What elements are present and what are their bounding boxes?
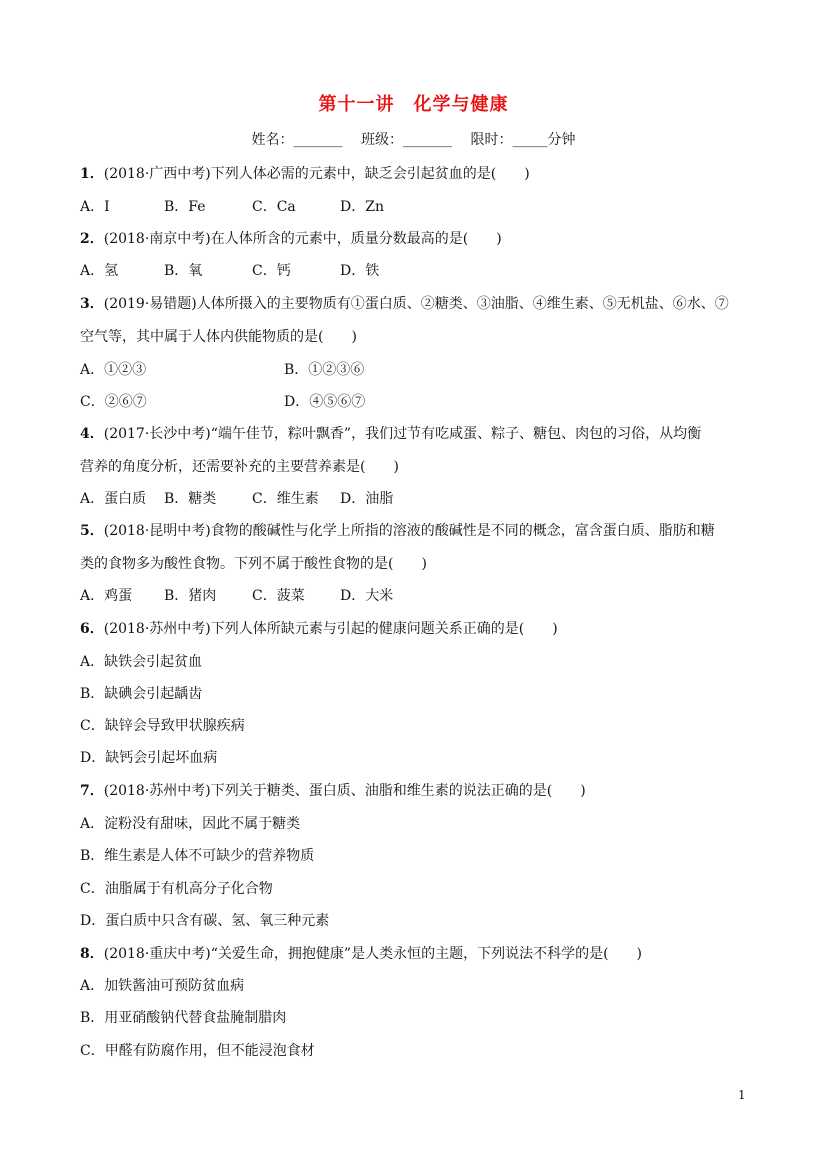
question-source: (2017·长沙中考): [103, 426, 211, 442]
option: A．加铁酱油可预防贫血病: [80, 978, 245, 994]
question-number: 8．: [80, 946, 104, 962]
question-stem: “端午佳节，粽叶飘香”，我们过节有吃咸蛋、粽子、糖包、肉包的习俗，从均衡: [210, 426, 702, 442]
option: A．氢: [80, 263, 119, 279]
question-8: [80, 943, 642, 963]
option: D．④⑤⑥⑦: [284, 394, 366, 410]
page-number: 1: [738, 1088, 746, 1102]
page-title: 第十一讲 化学与健康: [318, 94, 509, 115]
question-stem: 下列人体所缺元素与引起的健康问题关系正确的是( ): [210, 621, 558, 637]
question-stem: 人体所摄入的主要物质有①蛋白质、②糖类、③油脂、④维生素、⑤无机盐、⑥水、⑦: [196, 296, 729, 312]
question-source: (2018·苏州中考): [103, 621, 211, 637]
option: C．维生素: [252, 491, 319, 507]
question-stem-continued: 空气等，其中属于人体内供能物质的是( ): [80, 329, 357, 345]
option: B．氧: [164, 263, 203, 279]
question-4: [80, 423, 701, 443]
question-6: [80, 618, 558, 638]
option: C．钙: [252, 263, 291, 279]
option: B．猪肉: [164, 588, 217, 604]
question-1: [80, 163, 530, 183]
option: D．油脂: [340, 491, 394, 507]
question-stem-continued: 类的食物多为酸性食物。下列不属于酸性食物的是( ): [80, 556, 427, 572]
question-5: [80, 520, 715, 540]
option: B．用亚硝酸钠代替食盐腌制腊肉: [80, 1010, 287, 1026]
question-number: 1．: [80, 166, 104, 182]
option: A．I: [80, 199, 110, 215]
question-source: (2018·苏州中考): [103, 783, 211, 799]
option: A．缺铁会引起贫血: [80, 654, 203, 670]
option: C．②⑥⑦: [80, 394, 147, 410]
question-number: 2．: [80, 231, 104, 247]
option: B．Fe: [164, 199, 206, 215]
option: C．Ca: [252, 199, 296, 215]
student-info: [0, 129, 827, 149]
option: C．缺锌会导致甲状腺疾病: [80, 718, 245, 734]
option: A．淀粉没有甜味，因此不属于糖类: [80, 816, 301, 832]
question-stem-continued: 营养的角度分析，还需要补充的主要营养素是( ): [80, 459, 399, 475]
question-2: [80, 228, 502, 248]
option: A．蛋白质: [80, 491, 147, 507]
option: D．大米: [340, 588, 394, 604]
name-field: 姓名：_______: [251, 132, 343, 148]
option: D．蛋白质中只含有碳、氢、氧三种元素: [80, 913, 330, 929]
option: B．糖类: [164, 491, 217, 507]
question-source: (2018·广西中考): [103, 166, 211, 182]
question-stem: 下列人体必需的元素中，缺乏会引起贫血的是( ): [210, 166, 530, 182]
question-source: (2019·易错题): [103, 296, 197, 312]
class-field: 班级：_______: [361, 132, 452, 148]
option: D．Zn: [340, 199, 384, 215]
question-stem: 下列关于糖类、蛋白质、油脂和维生素的说法正确的是( ): [210, 783, 586, 799]
question-stem: 食物的酸碱性与化学上所指的溶液的酸碱性是不同的概念，富含蛋白质、脂肪和糖: [210, 523, 715, 539]
option: C．甲醛有防腐作用，但不能浸泡食材: [80, 1043, 315, 1059]
question-source: (2018·重庆中考): [103, 946, 211, 962]
option: B．缺碘会引起龋齿: [80, 686, 203, 702]
question-number: 3．: [80, 296, 104, 312]
option: D．铁: [340, 263, 380, 279]
question-7: [80, 780, 586, 800]
question-source: (2018·南京中考): [103, 231, 211, 247]
question-number: 4．: [80, 426, 104, 442]
option: C．菠菜: [252, 588, 305, 604]
question-stem: “关爱生命，拥抱健康”是人类永恒的主题，下列说法不科学的是( ): [210, 946, 643, 962]
question-number: 7．: [80, 783, 104, 799]
option: D．缺钙会引起坏血病: [80, 750, 218, 766]
option: A．①②③: [80, 362, 147, 378]
question-3: [80, 293, 729, 313]
question-number: 5．: [80, 523, 104, 539]
option: A．鸡蛋: [80, 588, 133, 604]
time-limit-field: 限时：_____分钟: [470, 132, 576, 148]
option: C．油脂属于有机高分子化合物: [80, 881, 273, 897]
question-stem: 在人体所含的元素中，质量分数最高的是( ): [210, 231, 502, 247]
option: B．①②③⑥: [284, 362, 365, 378]
question-number: 6．: [80, 621, 104, 637]
option: B．维生素是人体不可缺少的营养物质: [80, 848, 315, 864]
question-source: (2018·昆明中考): [103, 523, 211, 539]
